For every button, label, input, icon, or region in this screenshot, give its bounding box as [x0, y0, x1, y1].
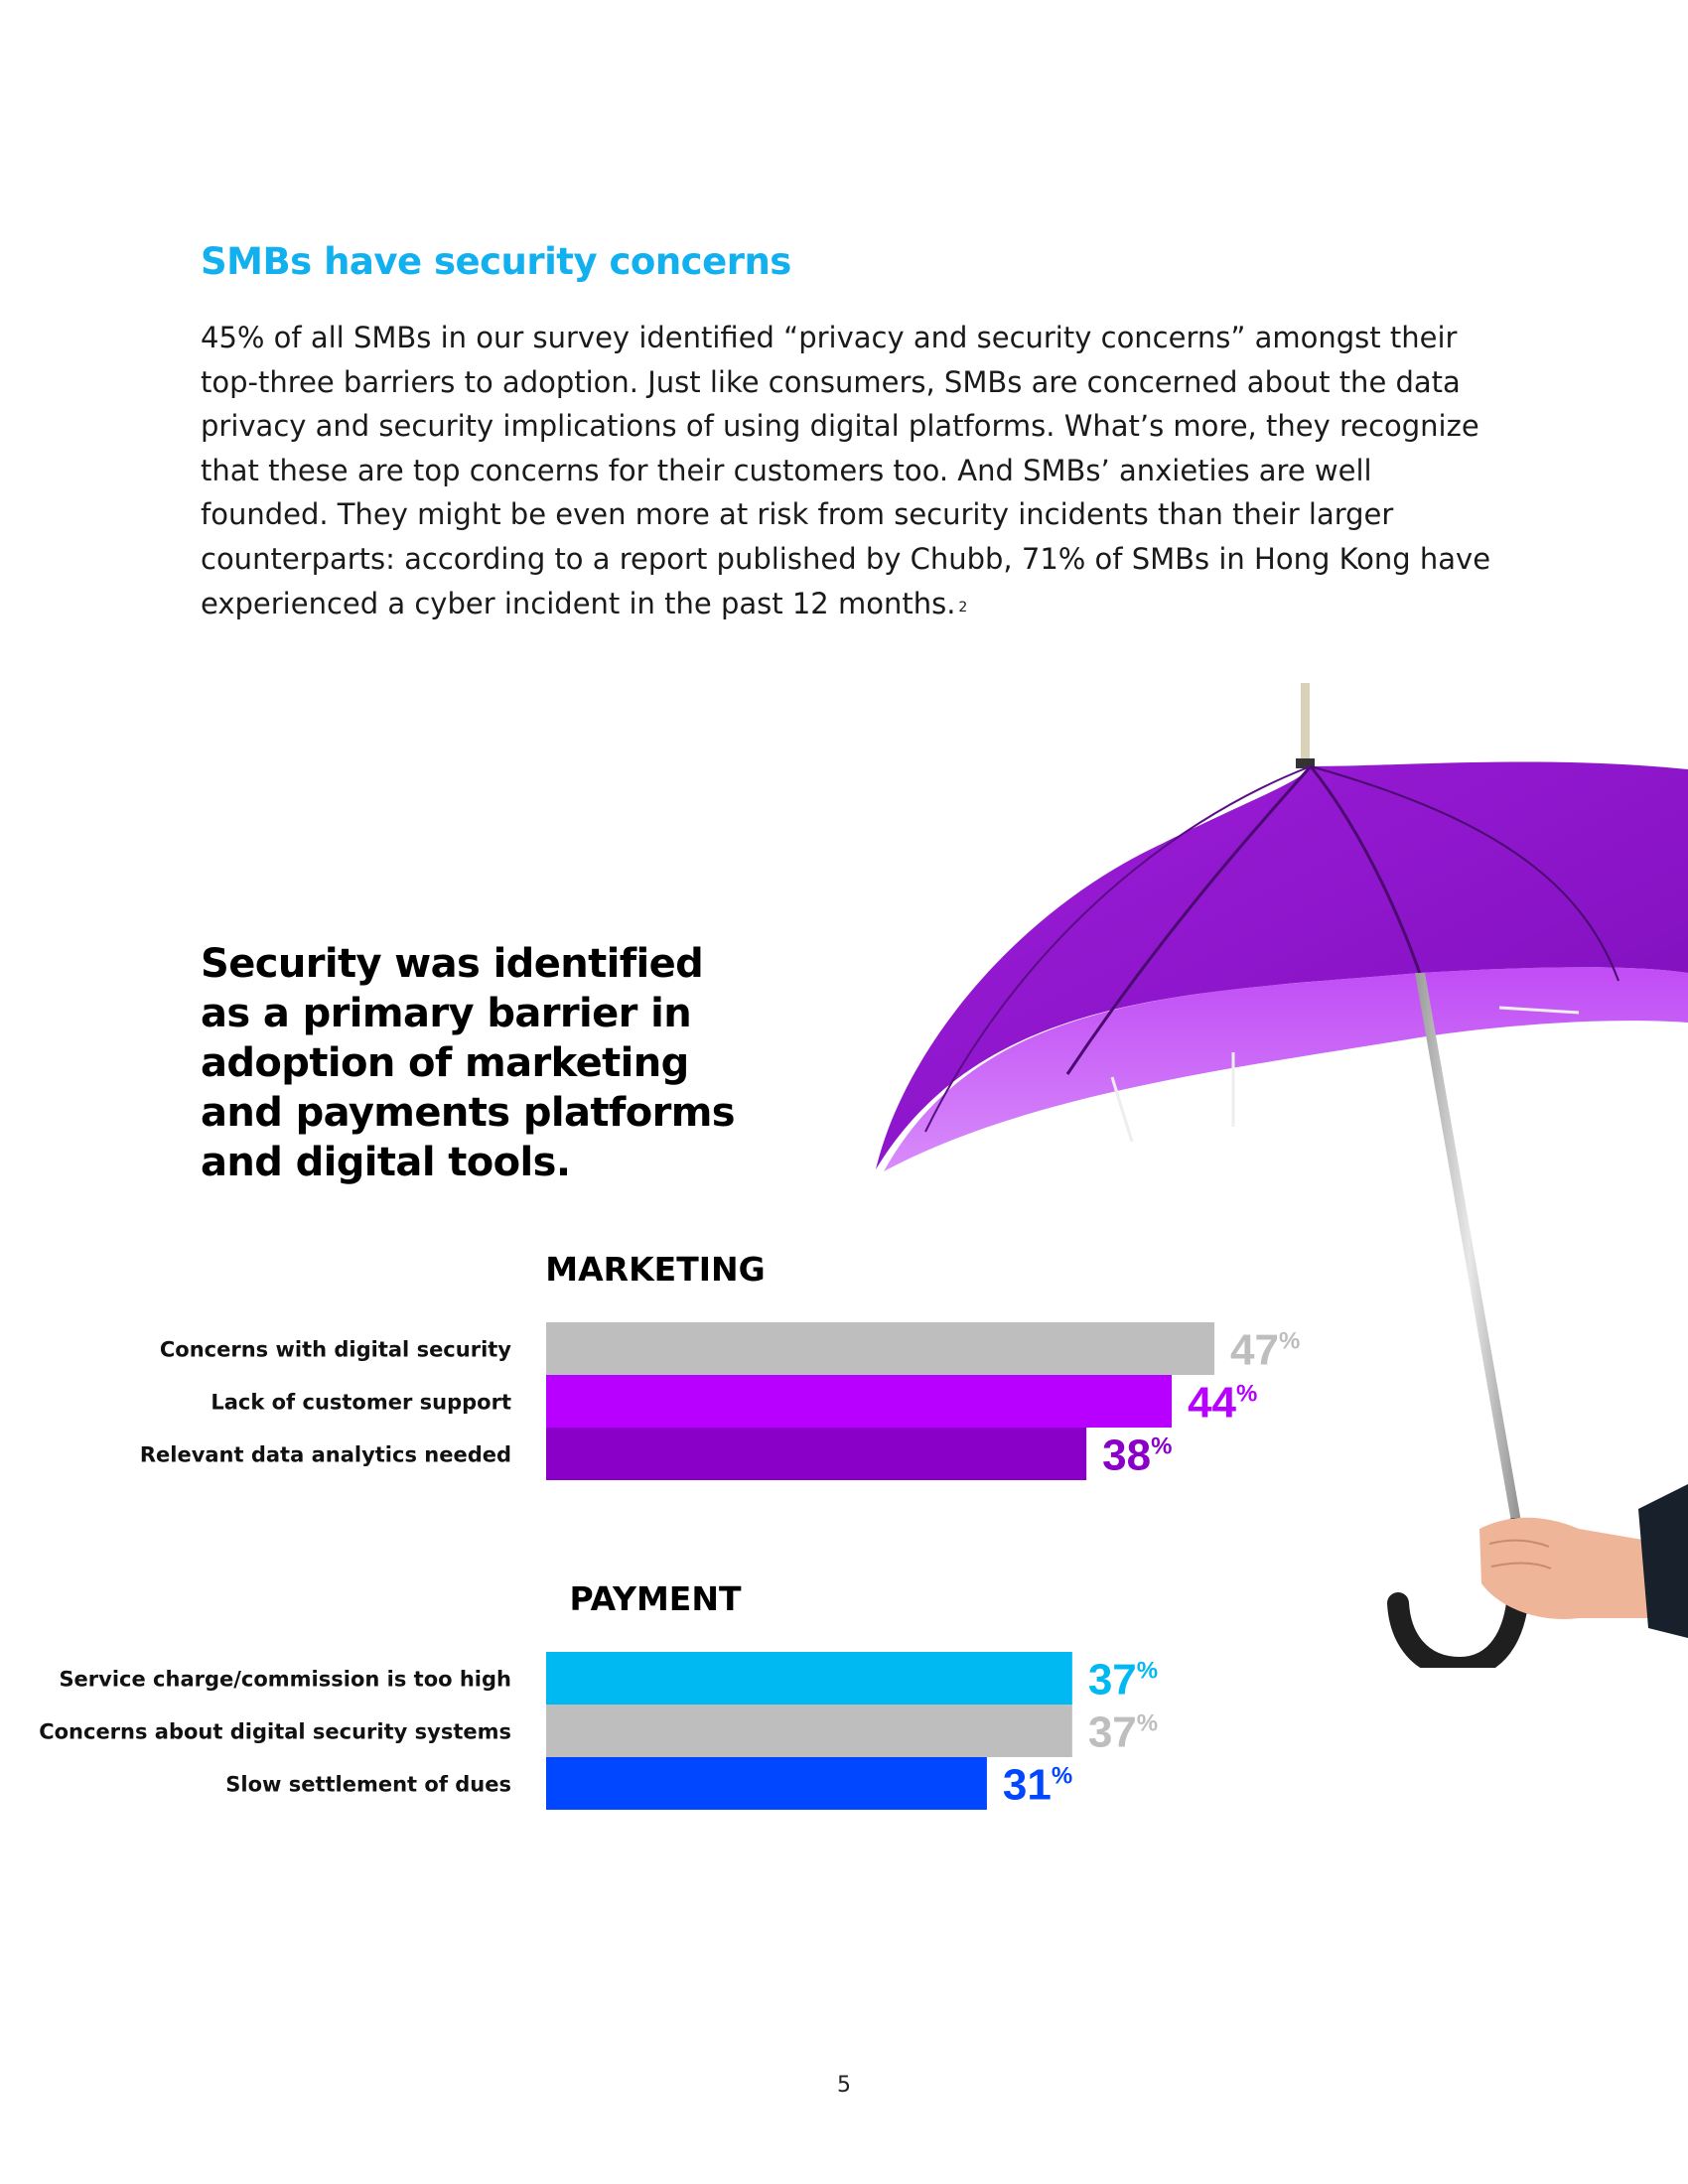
- marketing-value-label: [1102, 1432, 1172, 1480]
- marketing-value-label: [1230, 1326, 1300, 1375]
- value-suffix: %: [1051, 1762, 1073, 1790]
- marketing-chart-title: MARKETING: [545, 1250, 766, 1289]
- payment-category-label: Slow settlement of dues: [225, 1772, 511, 1797]
- payment-value-label: [1088, 1708, 1158, 1757]
- value-suffix: %: [1151, 1433, 1173, 1460]
- value-number: 44: [1188, 1378, 1237, 1428]
- value-number: 47: [1230, 1325, 1279, 1375]
- marketing-category-label: Relevant data analytics needed: [139, 1442, 511, 1467]
- payment-value-label: [1003, 1761, 1072, 1810]
- value-number: 38: [1102, 1431, 1152, 1480]
- marketing-category-label: Concerns with digital security: [159, 1337, 511, 1362]
- value-suffix: %: [1136, 1709, 1159, 1737]
- page-number: 5: [837, 2073, 851, 2098]
- payment-chart-title: PAYMENT: [569, 1579, 742, 1618]
- marketing-bar: [546, 1375, 1172, 1428]
- value-suffix: %: [1236, 1380, 1258, 1408]
- payment-bar: [546, 1705, 1072, 1757]
- callout-heading: Security was identified as a primary barrier in adoption of marketing and payments platforms and digital tools.: [201, 941, 735, 1185]
- marketing-category-label: Lack of customer support: [211, 1390, 511, 1415]
- value-suffix: %: [1136, 1657, 1159, 1685]
- payment-category-label: Concerns about digital security systems: [39, 1719, 511, 1744]
- section-heading: SMBs have security concerns: [201, 240, 791, 283]
- value-number: 37: [1087, 1707, 1137, 1757]
- payment-value-label: [1088, 1656, 1158, 1705]
- footnote-marker: 2: [958, 599, 968, 615]
- marketing-bar: [546, 1322, 1214, 1375]
- payment-bar: [546, 1652, 1072, 1705]
- intro-text: 45% of all SMBs in our survey identified “privacy and security concerns” amongst their top-three barriers to adoption. Just like consumers, SMBs are concerned about the data privacy and security implications of using digital platforms. What’s more, they recognize that these are top concerns for their customers too. And SMBs’ anxieties are well founded. They might be even more at risk from security incidents than their larger counterparts: according to a report published by Chubb, 71% of SMBs in Hong Kong have experienced a cyber incident in the past 12 months.: [201, 321, 1491, 620]
- value-suffix: %: [1278, 1327, 1301, 1355]
- payment-bar: [546, 1757, 987, 1810]
- payment-category-label: Service charge/commission is too high: [59, 1667, 511, 1692]
- value-number: 37: [1087, 1655, 1137, 1705]
- intro-paragraph: [201, 316, 1491, 625]
- marketing-value-label: [1188, 1379, 1257, 1428]
- value-number: 31: [1002, 1760, 1052, 1810]
- bar-charts: [0, 1231, 1688, 1886]
- marketing-bar: [546, 1428, 1086, 1480]
